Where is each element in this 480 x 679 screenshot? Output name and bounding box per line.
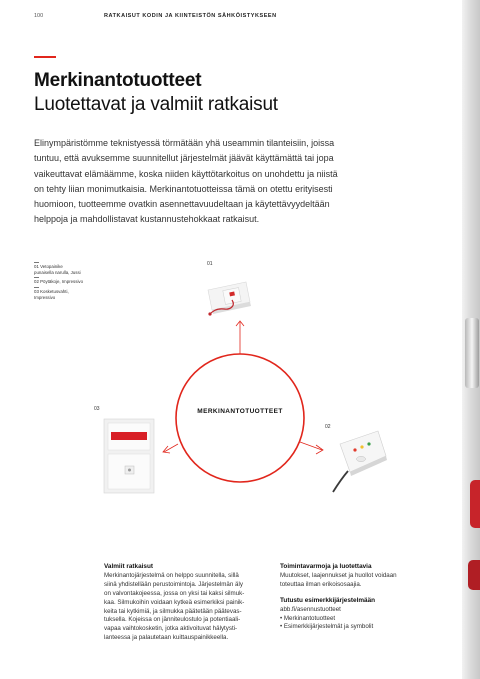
item-label-03: 03 — [94, 406, 100, 412]
pull-cord-switch-image — [208, 282, 251, 316]
alarm-unit-image — [104, 419, 154, 493]
column-right — [280, 563, 438, 632]
intro-line: Elinympäristömme teknistyessä törmätään yhä useammin tilanteisiin, joissa — [34, 138, 335, 148]
text-line: kaa. Silmukoihin voidaan kytkeä esimerkiksi painik- — [104, 598, 245, 606]
column-heading: Valmiit ratkaisut — [104, 563, 154, 570]
column-text — [280, 606, 438, 633]
legend-line: punaisella narulla, Jussi — [34, 269, 81, 275]
column-heading: Tutustu esimerkkijärjestelmään — [280, 596, 376, 604]
text-line: tuksella. Kojeissa on jänniteulostulo ja potentiaali- — [104, 616, 241, 624]
photo-detail — [465, 318, 479, 388]
text-line: vapaa vaihtokosketin, jotka aktivoituvat hälytysti- — [104, 625, 238, 633]
text-line: Merkinantojärjestelmä on helppo suunnitella, sillä — [104, 571, 239, 579]
column-text — [104, 572, 262, 643]
connector-02 — [300, 442, 322, 450]
website-link[interactable]: abb.fi/asennustuotteet — [280, 605, 341, 613]
desk-device-image — [333, 431, 387, 492]
legend-line: 01 Vetopainike — [34, 263, 63, 269]
side-photo — [462, 0, 480, 679]
item-label-02: 02 — [325, 424, 331, 430]
column-text — [280, 572, 438, 590]
page-subtitle: Luotettavat ja valmiit ratkaisut — [34, 94, 278, 115]
legend-line: 02 Pöytäkoje, Impressivo — [34, 279, 84, 285]
legend-line: Impressivo — [34, 294, 56, 300]
intro-line: on tehty liian monimutkaisia. Merkinantotuotteissa tämä on otettu erityisesti — [34, 183, 333, 194]
legend-line: 03 Kosketusvahti, — [34, 288, 69, 294]
column-heading: Toimintavarmoja ja luotettavia — [280, 563, 372, 570]
text-line: Muutokset, laajennukset ja huollot voidaan — [280, 571, 397, 579]
item-label-01: 01 — [207, 261, 213, 267]
text-line: siinä yhdistellään perustoimintoja. Järjestelmän äly — [104, 580, 243, 588]
text-line: keita tai kytkimiä, ja silmukka päätetään päätevas- — [104, 607, 242, 615]
page-title: Merkinantotuotteet — [34, 70, 202, 91]
bullet-item: • Esimerkkijärjestelmät ja symbolit — [280, 623, 374, 631]
column-left — [104, 563, 262, 643]
diagram-center-label: MERKINANTOTUOTTEET — [197, 408, 283, 415]
photo-detail — [470, 480, 480, 528]
page-number: 100 — [34, 13, 44, 19]
intro-line: tuntuu, että avuksemme suunnitellut järjestelmät jäävät käyttämättä tai jopa — [34, 153, 334, 164]
bullet-item: • Merkinantotuotteet — [280, 614, 336, 622]
intro-line: vaikeuttavat elämäämme, koska niiden käyttötarkoitus on unohdettu ja niistä — [34, 168, 338, 179]
center-circle — [176, 354, 304, 482]
photo-detail — [468, 560, 480, 590]
spacer — [280, 590, 438, 597]
text-line: lanteessa ja palautetaan kuittauspainikkeella. — [104, 634, 229, 642]
running-header: RATKAISUT KODIN JA KIINTEISTÖN SÄHKÖISTYKSEEN — [104, 13, 277, 19]
intro-line: helppoja ja mahdollistavat kustannustehokkaat ratkaisut. — [34, 214, 260, 225]
intro-line: huomioon, tuotteemme ovatkin asennettavuudeltaan ja käytettävyydeltään — [34, 199, 330, 210]
text-line: on valvontakojeessa, jossa on yksi tai kaksi silmuk- — [104, 589, 245, 597]
text-line: toteuttaa ilman erikoisosaajia. — [280, 580, 362, 588]
